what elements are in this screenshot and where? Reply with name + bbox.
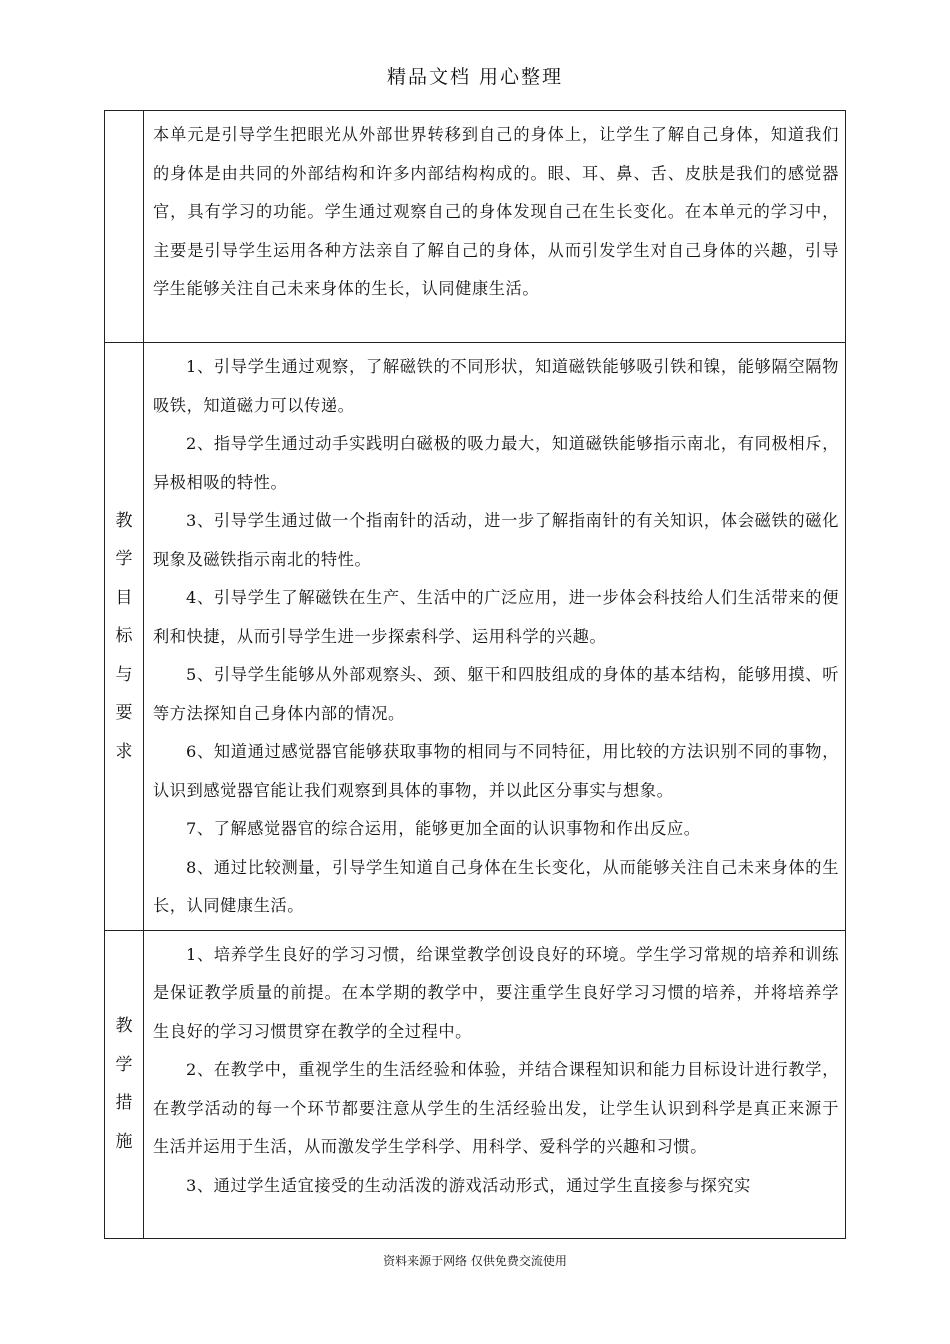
- goal-item: 2、指导学生通过动手实践明白磁极的吸力最大，知道磁铁能够指示南北，有同极相斥，异极相吸的特性。: [153, 434, 839, 492]
- table-row: [105, 343, 846, 931]
- section-label-cell: [105, 343, 144, 931]
- page-header-title: 精品文档 用心整理: [386, 66, 564, 88]
- goal-item: 5、引导学生能够从外部观察头、颈、躯干和四肢组成的身体的基本结构，能够用摸、听等方法探知自己身体内部的情况。: [153, 665, 839, 723]
- section-content-unit-overview: [144, 111, 846, 343]
- table-row: [105, 111, 846, 343]
- goal-item: 8、通过比较测量，引导学生知道自己身体在生长变化，从而能够关注自己未来身体的生长，认同健康生活。: [153, 857, 839, 915]
- goal-item: 6、知道通过感觉器官能够获取事物的相同与不同特征，用比较的方法识别不同的事物，认识到感觉器官能让我们观察到具体的事物，并以此区分事实与想象。: [153, 742, 839, 800]
- goal-item: 4、引导学生了解磁铁在生产、生活中的广泛应用，进一步体会科技给人们生活带来的便利和快捷，从而引导学生进一步探索科学、运用科学的兴趣。: [153, 588, 839, 646]
- label-char: 学: [115, 1054, 133, 1075]
- section-label-measures: [105, 1007, 143, 1161]
- label-char: 要: [115, 703, 133, 723]
- plan-table: [104, 110, 846, 1239]
- measure-item: 3、通过学生适宜接受的生动活泼的游戏活动形式，通过学生直接参与探究实: [186, 1175, 751, 1195]
- page-footer-note: 资料来源于网络 仅供免费交流使用: [383, 1254, 567, 1268]
- goal-item: 7、了解感觉器官的综合运用，能够更加全面的认识事物和作出反应。: [186, 819, 701, 838]
- section-label-cell: [105, 111, 144, 343]
- table-row: [105, 930, 846, 1238]
- label-char: 教: [115, 1016, 133, 1036]
- measure-item: 1、培养学生良好的学习习惯，给课堂教学创设良好的环境。学生学习常规的培养和训练是保证教学质量的前提。在本学期的教学中，要注重学生良好学习习惯的培养，并将培养学生良好的学习习惯贯穿在教学的全过程中。: [153, 944, 839, 1041]
- label-char: 教: [115, 510, 133, 531]
- section-label-cell: [105, 930, 144, 1238]
- section-label-goals: [105, 502, 143, 772]
- label-char: 施: [115, 1131, 133, 1152]
- label-char: 学: [115, 549, 133, 569]
- goal-item: 3、引导学生通过做一个指南针的活动，进一步了解指南针的有关知识，体会磁铁的磁化现象及磁铁指示南北的特性。: [153, 511, 839, 569]
- goal-item: 1、引导学生通过观察，了解磁铁的不同形状，知道磁铁能够吸引铁和镍，能够隔空隔物吸铁，知道磁力可以传递。: [153, 357, 839, 415]
- section-content-measures: [144, 930, 846, 1238]
- label-char: 标: [115, 626, 133, 646]
- overview-paragraph: 本单元是引导学生把眼光从外部世界转移到自己的身体上，让学生了解自己身体，知道我们的身体是由共同的外部结构和许多内部结构构成的。眼、耳、鼻、舌、皮肤是我们的感觉器官，具有学习的功能。学生通过观察自己的身体发现自己在生长变化。在本单元的学习中，主要是引导学生运用各种方法亲自了解自己的身体，从而引发学生对自己身体的兴趣，引导学生能够关注自己未来身体的生长，认同健康生活。: [153, 125, 839, 298]
- measure-item: 2、在教学中，重视学生的生活经验和体验，并结合课程知识和能力目标设计进行教学，在教学活动的每一个环节都要注意从学生的生活经验出发，让学生认识到科学是真正来源于生活并运用于生活，从而激发学生学科学、用科学、爱科学的兴趣和习惯。: [153, 1060, 839, 1156]
- label-char: 与: [115, 664, 133, 685]
- label-char: 目: [115, 587, 133, 608]
- label-char: 措: [115, 1093, 133, 1113]
- section-content-goals: [144, 343, 846, 931]
- label-char: 求: [115, 741, 133, 762]
